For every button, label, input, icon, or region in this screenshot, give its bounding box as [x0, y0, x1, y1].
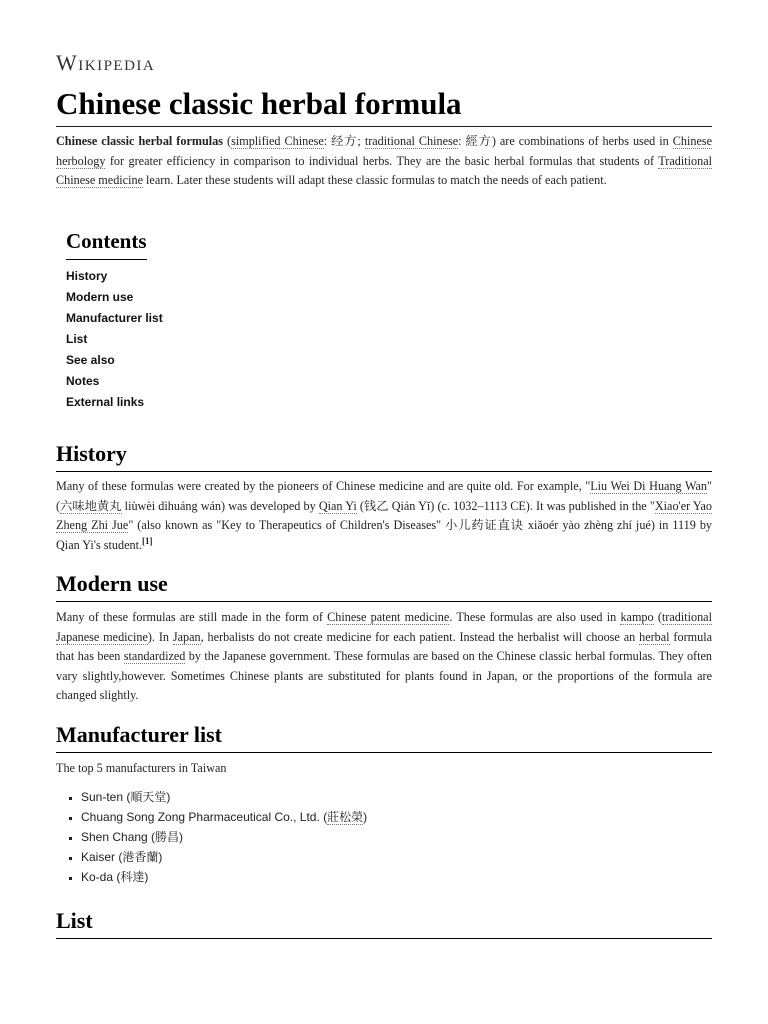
list-item-text: Chuang Song Zong Pharmaceutical Co., Ltd. ( [81, 810, 328, 824]
link-standardized[interactable]: standardized [123, 649, 186, 663]
wikipedia-wordmark[interactable]: Wikipedia [56, 50, 156, 75]
link-herbal[interactable]: herbal [639, 629, 670, 644]
link-xiaoer-yao-zheng-zhi-jue[interactable]: Xiao'er Yao Zheng Zhi Jue [56, 498, 712, 532]
link-chinese-patent-medicine[interactable]: Chinese patent medicine [327, 610, 450, 624]
intro-text: : 经方; [323, 134, 365, 148]
history-text: (钱乙 Qián Yǐ) (c. 1032–1113 CE). It was published in the " [356, 498, 655, 513]
modern-use-text: , herbalists do not create medicine for each patient. Instead the herbalist will choose an [200, 629, 640, 644]
intro-text: ( [223, 134, 232, 148]
toc-item-notes[interactable]: Notes [66, 374, 100, 388]
modern-use-text: formula that has been [56, 629, 712, 663]
intro-paragraph [56, 132, 712, 191]
history-text: " (also known as "Key to Therapeutics of Children's Diseases" 小儿药证直诀 xiǎoér yào zhèng zhí jué) in 1119 by Qian Yi's student. [56, 518, 713, 552]
list-item-text: ) [363, 810, 368, 824]
toc-item-external-links[interactable]: External links [66, 395, 145, 409]
link-japan[interactable]: Japan [172, 629, 201, 644]
page-title: Chinese classic herbal formula [56, 84, 712, 127]
link-traditional-chinese[interactable]: traditional Chinese [364, 134, 459, 148]
section-heading-modern-use: Modern use [56, 570, 712, 602]
manufacturer-list [56, 787, 367, 887]
table-of-contents [66, 226, 163, 413]
link-liuwei-dihuang-chinese[interactable]: 六味地黄丸 [60, 498, 122, 513]
list-item: ▪ Sun-ten (順天堂) [81, 787, 367, 807]
modern-use-text: Many of these formulas are still made in the form of [56, 610, 328, 624]
modern-use-text: ). In [147, 629, 173, 644]
list-item [81, 807, 367, 827]
history-text: Many of these formulas were created by the pioneers of Chinese medicine and are quite old. For example, " [56, 479, 591, 493]
history-text: " ( [56, 479, 712, 513]
link-simplified-chinese[interactable]: simplified Chinese [231, 134, 324, 148]
citation-1[interactable]: [1] [142, 535, 153, 546]
link-traditional-chinese-medicine[interactable]: Traditional Chinese medicine [56, 153, 712, 187]
toc-heading: Contents [66, 226, 147, 260]
toc-item-modern-use[interactable]: Modern use [66, 290, 134, 304]
modern-use-paragraph [56, 608, 712, 706]
list-item: ▪ Ko-da (科達) [81, 867, 367, 887]
intro-text: : 經方) are combinations of herbs used in [458, 134, 673, 148]
list-item: ▪ Kaiser (港香蘭) [81, 847, 367, 867]
link-qian-yi[interactable]: Qian Yi [318, 498, 357, 513]
list-item: ▪ Shen Chang (勝昌) [81, 827, 367, 847]
link-liu-wei-di-huang-wan[interactable]: Liu Wei Di Huang Wan [590, 479, 708, 493]
intro-bold-term: Chinese classic herbal formulas [56, 134, 224, 148]
toc-item-manufacturer-list[interactable]: Manufacturer list [66, 311, 163, 325]
toc-item-see-also[interactable]: See also [66, 353, 115, 367]
modern-use-text: ( [653, 610, 662, 624]
toc-item-list[interactable]: List [66, 332, 88, 346]
manufacturer-intro: The top 5 manufacturers in Taiwan [56, 761, 227, 775]
link-traditional-japanese-medicine[interactable]: traditional Japanese medicine [56, 610, 712, 644]
modern-use-text: . These formulas are also used in [449, 610, 621, 624]
link-zhuang-song-rong[interactable]: 莊松榮 [327, 810, 364, 824]
toc-item-history[interactable]: History [66, 269, 108, 283]
intro-text: for greater efficiency in comparison to individual herbs. They are the basic herbal formulas that students of [105, 153, 659, 168]
history-text: liùwèi dìhuáng wán) was developed by [121, 498, 319, 513]
history-paragraph [56, 477, 712, 555]
intro-text: learn. Later these students will adapt these classic formulas to match the needs of each patient. [142, 173, 607, 187]
modern-use-text: by the Japanese government. These formulas are based on the Chinese classic herbal formulas. They often vary slightly,however. Sometimes Chinese plants are substituted for plants found in Japan, or the proportions of the formula are changed slightly. [56, 649, 712, 702]
link-chinese-herbology[interactable]: Chinese herbology [56, 134, 713, 168]
section-heading-manufacturer-list: Manufacturer list [56, 721, 712, 753]
toc-list [66, 266, 163, 413]
section-heading-history: History [56, 440, 712, 472]
link-kampo[interactable]: kampo [620, 610, 654, 624]
section-heading-list: List [56, 907, 712, 939]
